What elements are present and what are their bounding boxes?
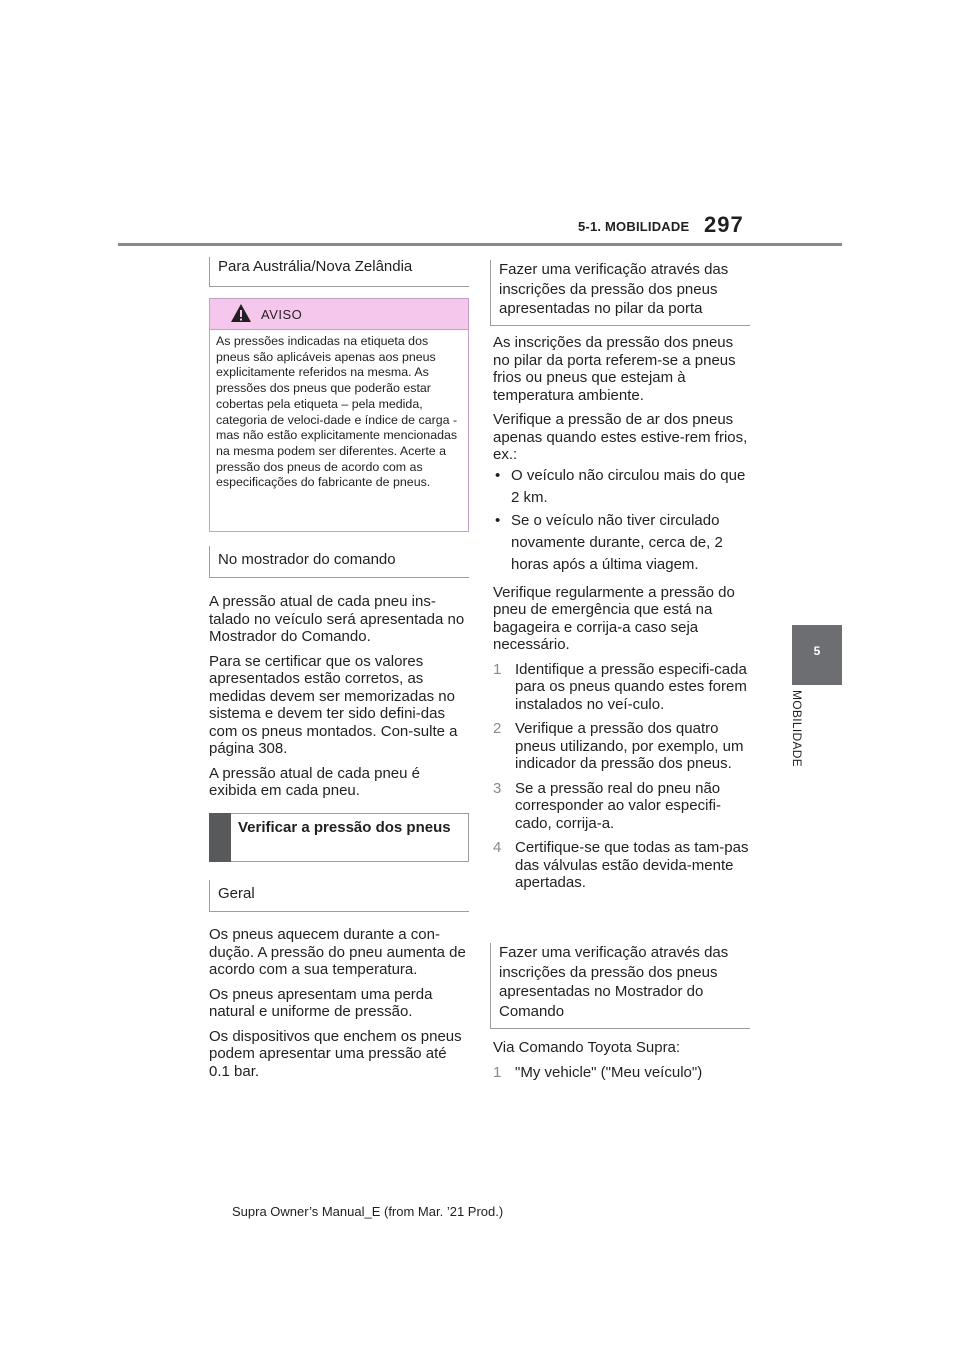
step-text: Certifique-se que todas as tam-pas das válvulas estão devida-mente apertadas. [515, 839, 749, 891]
subheading-display-text: No mostrador do comando [218, 551, 396, 568]
warning-box [209, 298, 469, 532]
step-item [493, 839, 749, 892]
left-paragraphs-2 [209, 926, 469, 1087]
list-item [493, 510, 749, 576]
chapter-side-label-text: MOBILIDADE [790, 690, 804, 768]
paragraph: Os dispositivos que enchem os pneus podem apresentar uma pressão até 0.1 bar. [209, 1027, 462, 1080]
subheading-control-display [490, 943, 750, 1029]
section-heading: Verificar a pressão dos pneus [238, 819, 451, 836]
subheading-australia [209, 257, 469, 287]
warning-triangle-icon [230, 303, 252, 323]
subheading-control-display-text: Fazer uma verificação através das inscrições da pressão dos pneus apresentadas no Mostrador do Comando [499, 944, 729, 1020]
right-paragraphs-2 [493, 1039, 749, 1081]
chapter-side-label [780, 690, 810, 810]
step-text: "My vehicle" ("Meu veículo") [515, 1063, 703, 1081]
step-number: 4 [493, 839, 502, 856]
step-item [493, 661, 749, 714]
subheading-general [209, 880, 469, 912]
subheading-door-pillar-text: Fazer uma verificação através das inscrições da pressão dos pneus apresentadas no pilar da porta [499, 261, 729, 317]
paragraph: Verifique regularmente a pressão do pneu de emergência que está na bagageira e corrija-a caso seja necessário. [493, 583, 735, 653]
step-number: 1 [493, 660, 502, 678]
warning-header [210, 299, 468, 330]
section-header: 5-1. MOBILIDADE [578, 219, 690, 234]
step-number: 3 [493, 779, 502, 797]
paragraph: Verifique a pressão de ar dos pneus apenas quando estes estive-rem frios, ex.: [493, 411, 748, 463]
list-item-text: O veículo não circulou mais do que 2 km. [511, 466, 746, 506]
right-paragraphs-1 [493, 334, 749, 892]
paragraph: Os pneus aquecem durante a con-dução. A pressão do pneu aumenta de acordo com a sua temperatura. [209, 926, 466, 978]
step-text: Se a pressão real do pneu não corresponder ao valor especifi-cado, corrija-a. [515, 779, 721, 832]
paragraph: Os pneus apresentam uma perda natural e uniforme de pressão. [209, 985, 433, 1020]
left-paragraphs-1 [209, 593, 469, 807]
list-item-text: Se o veículo não tiver circulado novamente durante, cerca de, 2 horas após a última viagem. [511, 511, 723, 573]
section-heading-bar [209, 813, 231, 862]
subheading-door-pillar [490, 260, 750, 326]
paragraph: Para se certificar que os valores apresentados estão corretos, as medidas devem ser memorizadas no sistema e devem ter sido defini-das com os pneus montados. Con-sulte a página 308. [209, 652, 458, 757]
chapter-tab: 5 [792, 625, 842, 685]
bullet-icon: • [495, 466, 501, 484]
header-rule [118, 243, 842, 246]
list-item [493, 465, 749, 509]
paragraph: Via Comando Toyota Supra: [493, 1039, 681, 1056]
paragraph: A pressão atual de cada pneu é exibida em cada pneu. [209, 764, 420, 799]
step-text: Identifique a pressão especifi-cada para os pneus quando estes forem instalados no veí-culo. [515, 660, 747, 713]
subheading-general-text: Geral [218, 885, 255, 902]
warning-label: AVISO [261, 307, 303, 322]
warning-text: As pressões indicadas na etiqueta dos pneus são aplicáveis apenas aos pneus explicitamente referidos na mesma. As pressões dos pneus que poderão estar cobertas pela etiqueta – pela medida, categoria de veloci-dade e índice de carga - mas não estão explicitamente mencionadas na mesma podem ser diferentes. Acerte a pressão dos pneus de acordo com as especificações do fabricante de pneus. [216, 334, 458, 490]
subheading-display [209, 546, 469, 578]
step-item [493, 720, 749, 773]
step-number: 2 [493, 720, 502, 737]
step-item [493, 780, 749, 833]
subheading-australia-text: Para Austrália/Nova Zelândia [218, 258, 413, 275]
paragraph: A pressão atual de cada pneu ins-talado no veículo será apresentada no Mostrador do Comando. [209, 593, 465, 645]
section-heading-box [209, 813, 469, 862]
step-text: Verifique a pressão dos quatro pneus utilizando, por exemplo, um indicador da pressão dos pneus. [515, 720, 744, 772]
page-number: 297 [704, 212, 744, 237]
step-item [493, 1064, 749, 1082]
footer-text: Supra Owner’s Manual_E (from Mar. ’21 Prod.) [232, 1204, 504, 1219]
step-number: 1 [493, 1063, 502, 1081]
paragraph: As inscrições da pressão dos pneus no pilar da porta referem-se a pneus frios ou pneus que estejam à temperatura ambiente. [493, 334, 736, 404]
bullet-icon: • [495, 511, 501, 529]
